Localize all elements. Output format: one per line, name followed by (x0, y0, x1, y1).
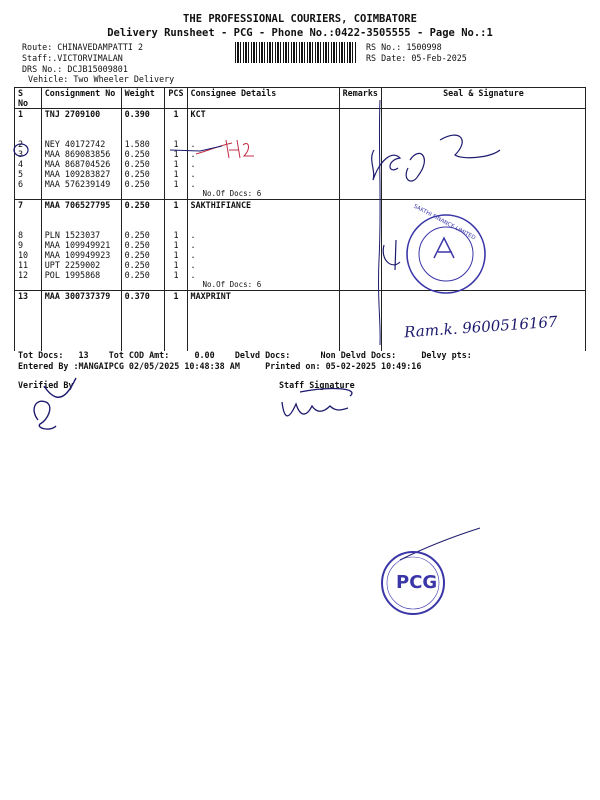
cell-line (125, 210, 162, 220)
cell-line (168, 311, 183, 321)
pcg-stamp-text: PCG (396, 572, 438, 593)
barcode (235, 42, 356, 63)
cell-line: . (190, 169, 196, 179)
cell-line: 1 (173, 200, 179, 210)
cell-cno (41, 109, 121, 200)
docs-count: No.Of Docs: 6 (202, 189, 262, 198)
cell-line: 0.250 (124, 270, 150, 280)
cell-cno (41, 291, 121, 352)
cell-line (125, 311, 162, 321)
runsheet-table (14, 87, 586, 351)
cell-line: . (190, 240, 196, 250)
cell-line: MAA 109949923 (44, 250, 111, 260)
cell-line (191, 301, 336, 311)
cell-line (45, 119, 118, 129)
cell-line: MAA 300737379 (44, 291, 111, 301)
cell-line (168, 321, 183, 331)
cell-line: . (190, 250, 196, 260)
cell-wt (121, 291, 165, 352)
cell-remarks (339, 200, 381, 291)
cell-line: 7 (18, 200, 24, 210)
cell-line: TNJ 2709100 (44, 109, 101, 119)
cell-line: 1 (173, 149, 179, 159)
verified-by-label: Verified By (18, 380, 74, 390)
cell-line (125, 119, 162, 129)
cell-line: 2 (18, 139, 24, 149)
rs-date: RS Date: 05-Feb-2025 (366, 53, 467, 63)
cell-pcs (165, 200, 187, 291)
cell-line (168, 220, 183, 230)
cell-sno (15, 200, 42, 291)
cell-line (18, 321, 38, 331)
cell-line (45, 321, 118, 331)
cell-line: POL 1995868 (44, 270, 101, 280)
cell-line: . (190, 260, 196, 270)
cell-line (18, 301, 38, 311)
cell-line: 0.250 (124, 200, 150, 210)
docs-count: No.Of Docs: 6 (202, 280, 262, 289)
cell-line: 1 (173, 240, 179, 250)
cell-line (125, 301, 162, 311)
sakthi-stamp-text: SAKTHI FINANCE LIMITED (412, 203, 477, 242)
cell-line: . (190, 159, 196, 169)
cell-line: SAKTHIFIANCE (190, 200, 252, 210)
cell-line (45, 210, 118, 220)
cell-line: . (190, 230, 196, 240)
cell-line: MAA 869083856 (44, 149, 111, 159)
cell-line: 13 (18, 291, 29, 301)
cell-line: 9 (18, 240, 24, 250)
table-header-row (15, 88, 586, 109)
cell-line (168, 129, 183, 139)
cell-line: 3 (18, 149, 24, 159)
entered-by-line: Entered By :MANGAIPCG 02/05/2025 10:48:38 AM Printed on: 05-02-2025 10:49:16 (18, 361, 422, 371)
cell-line: 0.250 (124, 230, 150, 240)
cell-cons (187, 291, 339, 352)
cell-line: 0.250 (124, 250, 150, 260)
cell-line: UPT 2259002 (44, 260, 101, 270)
phone-note: Ram.k. 9600516167 (403, 312, 559, 342)
cell-line (45, 129, 118, 139)
cell-line (168, 210, 183, 220)
cell-line (45, 301, 118, 311)
staff-signature-label: Staff Signature (279, 380, 355, 390)
cell-line (18, 129, 38, 139)
cell-line: 1 (173, 260, 179, 270)
cell-line: 1 (173, 109, 179, 119)
col-remarks: Remarks (339, 88, 381, 109)
cell-line: 0.250 (124, 260, 150, 270)
rs-number: RS No.: 1500998 (366, 42, 442, 52)
cell-cons (187, 109, 339, 200)
cell-line: 1 (173, 179, 179, 189)
cell-line (45, 331, 118, 341)
cell-line (125, 129, 162, 139)
cell-line: NEY 40172742 (44, 139, 106, 149)
cell-line (168, 331, 183, 341)
cell-line: 1 (173, 270, 179, 280)
cell-line: 6 (18, 179, 24, 189)
col-sno: S No (15, 88, 42, 109)
pcg-sign-line (400, 528, 480, 560)
cell-line: 1 (173, 169, 179, 179)
col-consignment: Consignment No (41, 88, 121, 109)
cell-line: 1 (18, 109, 24, 119)
cell-seal (381, 109, 585, 200)
cell-line (45, 220, 118, 230)
cell-line (191, 119, 336, 129)
cell-line: 1 (173, 159, 179, 169)
cell-line (168, 119, 183, 129)
runsheet-subtitle: Delivery Runsheet - PCG - Phone No.:0422-3505555 - Page No.:1 (107, 27, 493, 39)
cell-line: 12 (18, 270, 29, 280)
cell-line (18, 210, 38, 220)
cell-sno (15, 291, 42, 352)
cell-line: . (190, 139, 196, 149)
cell-line: 1 (173, 139, 179, 149)
cell-line: 1 (173, 250, 179, 260)
cell-line (125, 321, 162, 331)
cell-line: 0.390 (124, 109, 150, 119)
cell-line: 1 (173, 230, 179, 240)
staff-label: Staff:.VICTORVIMALAN (22, 53, 123, 63)
cell-line: 4 (18, 159, 24, 169)
cell-line: MAA 706527795 (44, 200, 111, 210)
cell-line (191, 321, 336, 331)
cell-line: PLN 1523037 (44, 230, 101, 240)
cell-line (191, 129, 336, 139)
cell-line: . (190, 179, 196, 189)
cell-line: 1.580 (124, 139, 150, 149)
table-row (15, 200, 586, 291)
cell-line (191, 311, 336, 321)
staff-signature (282, 389, 352, 416)
cell-sno (15, 109, 42, 200)
cell-line: 10 (18, 250, 29, 260)
cell-line: MAA 109283827 (44, 169, 111, 179)
company-title: THE PROFESSIONAL COURIERS, COIMBATORE (183, 13, 417, 25)
cell-line: 0.250 (124, 149, 150, 159)
table-row (15, 109, 586, 200)
cell-line: 11 (18, 260, 29, 270)
cell-line: MAA 868704526 (44, 159, 111, 169)
cell-line: MAA 109949921 (44, 240, 111, 250)
cell-cno (41, 200, 121, 291)
cell-line (18, 119, 38, 129)
cell-line (191, 331, 336, 341)
cell-line: 0.370 (124, 291, 150, 301)
cell-cons (187, 200, 339, 291)
route-label: Route: CHINAVEDAMPATTI 2 (22, 42, 144, 52)
cell-line (168, 301, 183, 311)
cell-line (18, 220, 38, 230)
totals-line: Tot Docs: 13 Tot COD Amt: 0.00 Delvd Docs: Non Delvd Docs: Delvy pts: (18, 350, 472, 360)
cell-line (125, 220, 162, 230)
cell-line (18, 311, 38, 321)
col-weight: Weight (121, 88, 165, 109)
cell-line: 5 (18, 169, 24, 179)
col-consignee: Consignee Details (187, 88, 339, 109)
cell-line (191, 210, 336, 220)
cell-line: MAXPRINT (190, 291, 231, 301)
cell-line (125, 331, 162, 341)
cell-remarks (339, 109, 381, 200)
cell-line (191, 220, 336, 230)
drs-label: DRS No.: DCJB15009801 (22, 64, 128, 74)
cell-pcs (165, 291, 187, 352)
cell-line: 0.250 (124, 169, 150, 179)
cell-pcs (165, 109, 187, 200)
cell-line: 0.250 (124, 240, 150, 250)
cell-wt (121, 109, 165, 200)
col-pcs: PCS (165, 88, 187, 109)
cell-line: . (190, 270, 196, 280)
cell-line (18, 331, 38, 341)
cell-line: 8 (18, 230, 24, 240)
vehicle-label: Vehicle: Two Wheeler Delivery (28, 74, 175, 84)
cell-line: 0.250 (124, 159, 150, 169)
cell-line: 0.250 (124, 179, 150, 189)
cell-line: 1 (173, 291, 179, 301)
col-seal: Seal & Signature (381, 88, 585, 109)
cell-line: . (190, 149, 196, 159)
cell-line (45, 311, 118, 321)
cell-line: KCT (190, 109, 206, 119)
cell-wt (121, 200, 165, 291)
cell-line: MAA 576239149 (44, 179, 111, 189)
cell-remarks (339, 291, 381, 352)
